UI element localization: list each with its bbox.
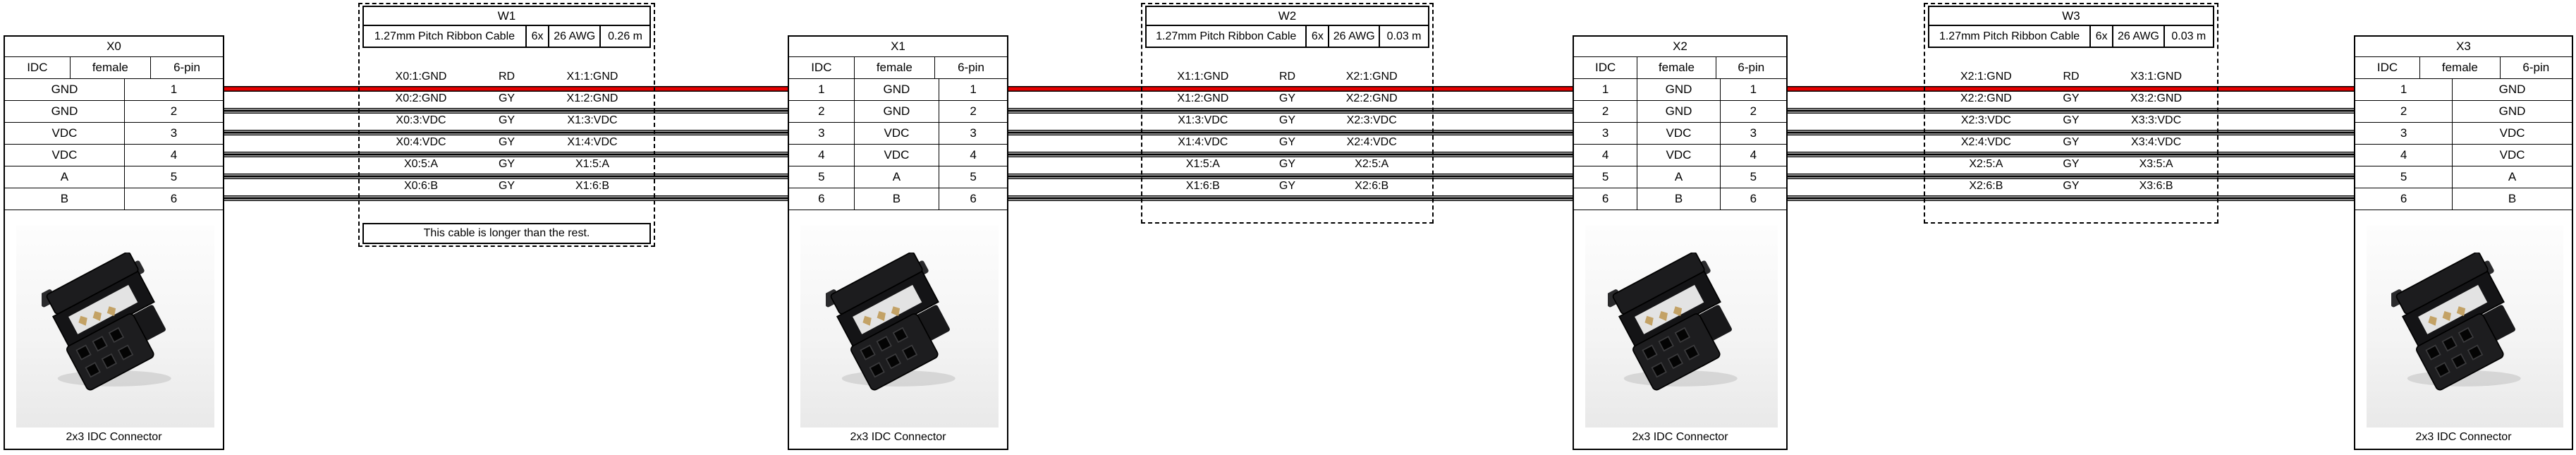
pin-name: A [1637,166,1720,188]
wire-to-label: X1:4:VDC [567,136,618,148]
wire-to-label: X2:5:A [1355,158,1389,170]
pin-name: B [855,188,940,210]
wire-to-label: X2:4:VDC [1346,136,1397,148]
connector-subtype: female [1637,57,1716,78]
cable-gauge: 26 AWG [1329,26,1380,47]
cable-label-box [1928,6,2214,48]
pin-number-left: 2 [1574,101,1637,122]
pin-name: GND [5,101,125,122]
pin-table [2355,79,2572,210]
pin-row [5,188,223,210]
wire-from-label: X2:4:VDC [1960,136,2011,148]
wire-color-code: GY [2063,136,2080,148]
wire-color-code: RD [2063,71,2080,83]
pin-number-right: 6 [1750,192,1757,205]
cable-W1 [358,3,655,247]
wire-label-row [1147,91,1428,107]
pin-number-left: 5 [789,166,855,188]
wire-color-code: GY [1278,114,1296,126]
wire-label-row [1929,178,2213,194]
cable-W2 [1141,3,1434,224]
connector-pincount: 6-pin [173,61,200,74]
wire-color-code: GY [2063,114,2080,126]
wire-to-label: X3:4:VDC [2131,136,2182,148]
cable-designator: W3 [1929,7,2213,26]
idc-connector-photo-art [826,253,974,401]
cable-note: This cable is longer than the rest. [362,223,651,244]
wire-to-label: X3:6:B [2139,180,2173,192]
pin-row [1574,188,1786,210]
pin-number-left: 6 [1574,188,1637,210]
pin-number-left: 4 [789,145,855,166]
cable-spec-row [1147,26,1428,47]
pin-name: VDC [2499,148,2525,162]
connector-pincount: 6-pin [1738,61,1765,74]
wire-from-label: X1:3:VDC [1178,114,1228,126]
connector-designator: X2 [1574,37,1786,57]
pin-name: VDC [5,123,125,144]
pin-row [789,145,1007,166]
idc-connector-photo-art [42,253,190,401]
pin-name: A [5,166,125,188]
idc-connector-photo [800,226,999,427]
pin-number-right: 5 [1750,170,1757,183]
connector-caption: 2x3 IDC Connector [66,431,162,443]
pin-number: 5 [2355,166,2453,188]
pin-number: 5 [170,170,178,183]
wire-color-code: GY [1278,180,1296,192]
wire-from-label: X0:5:A [403,158,439,170]
pin-number-right: 1 [1750,83,1757,96]
pin-row [2355,166,2572,188]
wire-color-code: RD [1278,71,1296,83]
pin-number-right: 2 [1750,104,1757,118]
connector-info-row [789,57,1007,79]
cable-spec-row [1929,26,2213,47]
pin-number-left: 4 [1574,145,1637,166]
pin-number-right: 6 [970,192,977,205]
pin-number-right: 1 [970,83,977,96]
wire-from-label: X0:1:GND [395,71,447,83]
pin-name: GND [2498,83,2526,96]
wire-label-row [1147,157,1428,172]
wire-label-row [364,178,649,194]
pin-name: VDC [1637,145,1720,166]
pin-name: B [2508,192,2517,205]
pin-name: GND [1637,79,1720,100]
pin-name: A [855,166,940,188]
connector-pincount: 6-pin [958,61,984,74]
pin-number: 2 [2355,101,2453,122]
pin-table [789,79,1007,210]
wire-color-code: GY [1278,92,1296,104]
idc-connector-photo-art [1608,253,1756,401]
wire-from-label: X1:6:B [1185,180,1220,192]
wire-from-label: X0:4:VDC [396,136,446,148]
wire-label-row [364,157,649,172]
pin-row [2355,101,2572,123]
pin-name: GND [5,79,125,100]
wire-to-label: X3:2:GND [2130,92,2183,104]
wire-label-row [1929,113,2213,128]
pin-name: VDC [855,145,940,166]
pin-number-left: 3 [789,123,855,144]
pin-number-left: 1 [789,79,855,100]
pin-name: A [2508,170,2517,183]
wire-from-label: X2:3:VDC [1960,114,2011,126]
wire-from-label: X0:3:VDC [396,114,446,126]
pin-number: 6 [170,192,178,205]
wire-to-label: X2:2:GND [1345,92,1398,104]
connector-pincount: 6-pin [2522,61,2550,74]
pin-name: GND [1637,101,1720,122]
cable-type: 1.27mm Pitch Ribbon Cable [1929,26,2091,47]
wire-from-label: X1:1:GND [1177,71,1229,83]
pin-row [1574,123,1786,145]
pin-row [1574,79,1786,101]
cable-gauge: 26 AWG [549,26,601,47]
cable-wirecount: 6x [2091,26,2113,47]
wire-label-row [1929,157,2213,172]
wire-label-row [364,113,649,128]
wire-label-row [1929,135,2213,150]
cable-designator: W2 [1147,7,1428,26]
wire-label-row [364,91,649,107]
connector-info-row [5,57,223,79]
connector-X3 [2354,35,2573,450]
wire-from-label: X1:2:GND [1177,92,1229,104]
connector-subtype: female [2420,57,2501,78]
wire-from-label: X2:5:A [1969,158,2003,170]
cable-W3 [1924,3,2218,224]
wire-color-code: RD [498,71,515,83]
wire-to-label: X1:1:GND [566,71,618,83]
connector-type: IDC [789,57,855,78]
idc-connector-photo [16,226,214,427]
wire-from-label: X2:1:GND [1960,71,2012,83]
connector-designator: X0 [5,37,223,57]
connector-subtype: female [71,57,151,78]
wire-color-code: GY [498,180,515,192]
pin-row [5,123,223,145]
wire-to-label: X2:6:B [1355,180,1389,192]
wire-label-row [364,69,649,85]
wire-to-label: X3:3:VDC [2131,114,2182,126]
pin-number-left: 5 [1574,166,1637,188]
idc-connector-photo [2367,226,2563,427]
pin-row [5,145,223,166]
pin-number-left: 1 [1574,79,1637,100]
pin-row [1574,101,1786,123]
connector-designator: X3 [2355,37,2572,57]
cable-type: 1.27mm Pitch Ribbon Cable [1147,26,1307,47]
pin-row [789,166,1007,188]
cable-label-box [362,6,651,48]
wire-color-code: GY [2063,158,2080,170]
cable-wirecount: 6x [527,26,549,47]
pin-table [1574,79,1786,210]
pin-name: GND [2498,104,2526,118]
pin-number-left: 6 [789,188,855,210]
pin-number-right: 5 [970,170,977,183]
wire-color-code: GY [1278,158,1296,170]
wire-color-code: GY [2063,92,2080,104]
wire-color-code: GY [498,114,515,126]
wire-to-label: X1:5:A [575,158,610,170]
pin-number: 1 [170,83,178,96]
cable-wirecount: 6x [1307,26,1329,47]
wire-from-label: X1:5:A [1185,158,1220,170]
pin-table [5,79,223,210]
cable-length: 0.03 m [2171,30,2206,42]
cable-length: 0.26 m [608,30,642,42]
wire-from-label: X2:6:B [1969,180,2003,192]
pin-row [789,79,1007,101]
cable-label-box [1145,6,1429,48]
wire-to-label: X2:1:GND [1345,71,1398,83]
wire-from-label: X2:2:GND [1960,92,2012,104]
pin-number-right: 2 [970,104,977,118]
pin-name: VDC [2499,126,2525,140]
connector-X1 [788,35,1008,450]
pin-name: GND [855,79,940,100]
pin-name: VDC [855,123,940,144]
pin-row [789,101,1007,123]
cable-designator: W1 [364,7,649,26]
connector-designator: X1 [789,37,1007,57]
pin-number: 1 [2355,79,2453,100]
pin-number-right: 4 [970,148,977,162]
pin-number: 6 [2355,188,2453,210]
pin-row [789,188,1007,210]
pin-number: 4 [2355,145,2453,166]
pin-row [2355,188,2572,210]
pin-row [2355,145,2572,166]
pin-number: 4 [170,148,178,162]
pin-row [1574,145,1786,166]
wire-from-label: X1:4:VDC [1178,136,1228,148]
wire-color-code: GY [498,92,515,104]
wire-label-row [1147,135,1428,150]
pin-number: 3 [2355,123,2453,144]
connector-caption: 2x3 IDC Connector [1632,431,1728,443]
wire-color-code: GY [498,136,515,148]
wire-label-row [1147,69,1428,85]
connector-X0 [4,35,224,450]
connector-info-row [2355,57,2572,79]
cable-type: 1.27mm Pitch Ribbon Cable [364,26,527,47]
pin-number-right: 3 [970,126,977,140]
wire-to-label: X3:1:GND [2130,71,2183,83]
connector-caption: 2x3 IDC Connector [850,431,946,443]
pin-name: VDC [1637,123,1720,144]
wire-to-label: X1:2:GND [566,92,618,104]
pin-name: B [1637,188,1720,210]
wire-to-label: X3:5:A [2139,158,2173,170]
connector-info-row [1574,57,1786,79]
connector-caption: 2x3 IDC Connector [2415,431,2512,443]
connector-type: IDC [5,57,71,78]
pin-number: 3 [170,126,178,140]
pin-number-left: 3 [1574,123,1637,144]
cable-length: 0.03 m [1386,30,1422,42]
pin-row [5,79,223,101]
cable-gauge: 26 AWG [2113,26,2164,47]
wire-label-row [1929,69,2213,85]
pin-row [2355,79,2572,101]
wire-label-row [1147,178,1428,194]
wire-from-label: X0:2:GND [395,92,447,104]
wire-to-label: X2:3:VDC [1346,114,1397,126]
pin-row [789,123,1007,145]
idc-connector-photo [1585,226,1778,427]
wire-from-label: X0:6:B [403,180,439,192]
connector-type: IDC [1574,57,1637,78]
pin-name: GND [855,101,940,122]
wire-color-code: GY [498,158,515,170]
pin-number-right: 3 [1750,126,1757,140]
wire-to-label: X1:3:VDC [567,114,618,126]
pin-number-right: 4 [1750,148,1757,162]
pin-row [1574,166,1786,188]
connector-X2 [1573,35,1788,450]
connector-type: IDC [2355,57,2420,78]
pin-number: 2 [170,104,178,118]
pin-row [5,101,223,123]
wire-color-code: GY [1278,136,1296,148]
pin-row [2355,123,2572,145]
pin-number-left: 2 [789,101,855,122]
cable-spec-row [364,26,649,47]
pin-row [5,166,223,188]
wire-label-row [1929,91,2213,107]
wire-label-row [364,135,649,150]
wire-to-label: X1:6:B [575,180,610,192]
wire-color-code: GY [2063,180,2080,192]
pin-name: B [5,188,125,210]
wire-label-row [1147,113,1428,128]
pin-name: VDC [5,145,125,166]
idc-connector-photo-art [2391,253,2539,401]
connector-subtype: female [855,57,935,78]
